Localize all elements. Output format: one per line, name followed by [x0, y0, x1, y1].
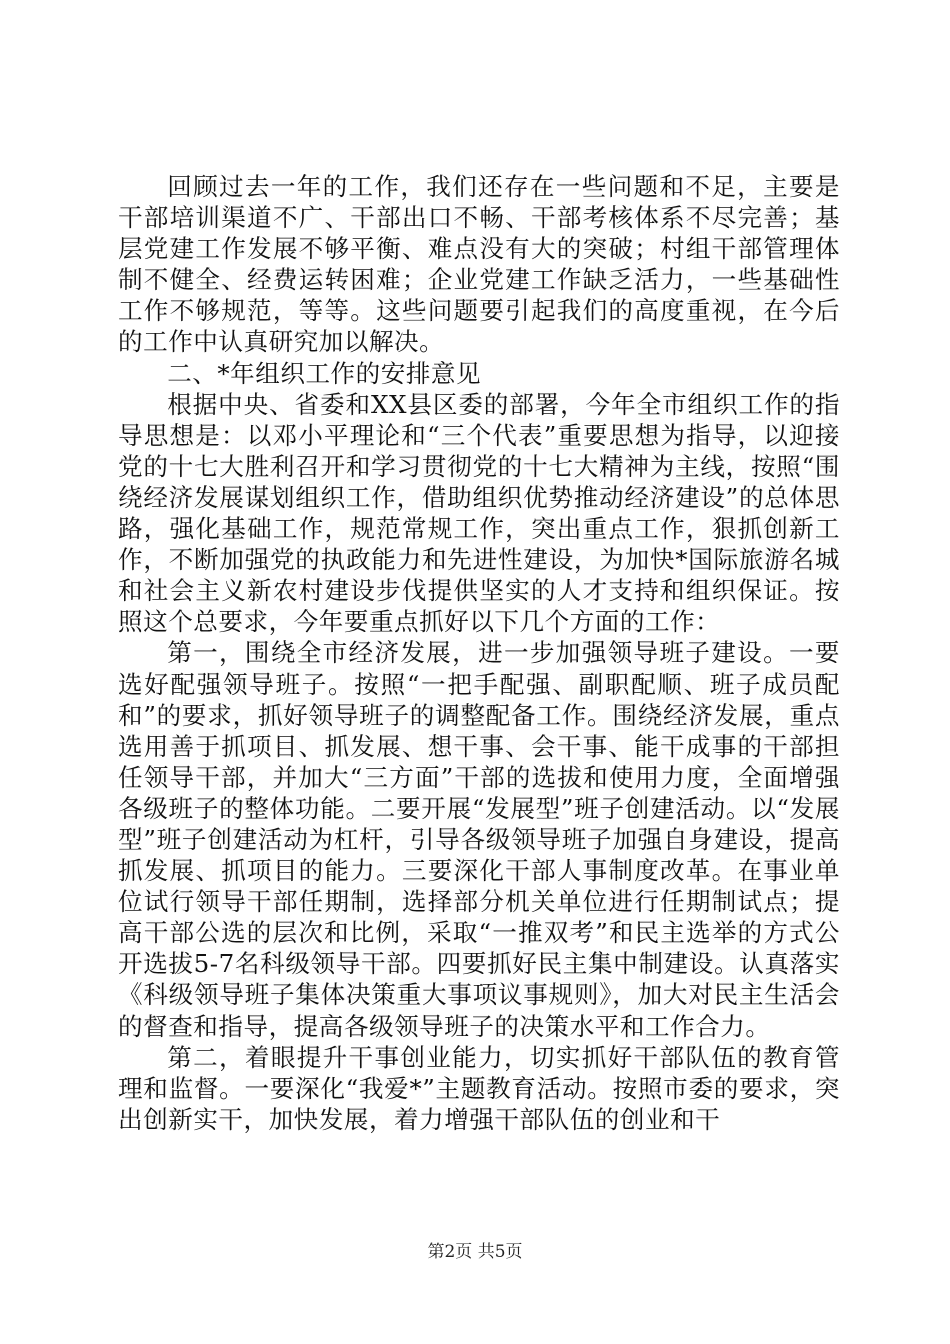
- paragraph-first-leadership: 第一，围绕全市经济发展，进一步加强领导班子建设。一要选好配强领导班子。按照“一把手配强、副职配顺、班子成员配和”的要求，抓好领导班子的调整配备工作。围绕经济发展，重点选用善于抓项目、抓发展、想干事、会干事、能干成事的干部担任领导干部，并加大“三方面”干部的选拔和使用力度，全面增强各级班子的整体功能。二要开展“发展型”班子创建活动。以“发展型”班子创建活动为杠杆，引导各级领导班子加强自身建设，提高抓发展、抓项目的能力。三要深化干部人事制度改革。在事业单位试行领导干部任期制，选择部分机关单位进行任期制试点；提高干部公选的层次和比例，采取“一推双考”和民主选举的方式公开选拔5-7名科级领导干部。四要抓好民主集中制建设。认真落实《科级领导班子集体决策重大事项议事规则》，加大对民主生活会的督查和指导，提高各级领导班子的决策水平和工作合力。: [118, 638, 840, 1041]
- page-footer: [0, 1241, 950, 1263]
- paragraph-review-problems: 回顾过去一年的工作，我们还存在一些问题和不足，主要是干部培训渠道不广、干部出口不畅、干部考核体系不尽完善；基层党建工作发展不够平衡、难点没有大的突破；村组干部管理体制不健全、经费运转困难；企业党建工作缺乏活力，一些基础性工作不够规范，等等。这些问题要引起我们的高度重视，在今后的工作中认真研究加以解决。: [118, 172, 840, 357]
- paragraph-guiding-ideology: 根据中央、省委和XX县区委的部署，今年全市组织工作的指导思想是：以邓小平理论和“三个代表”重要思想为指导，以迎接党的十七大胜利召开和学习贯彻党的十七大精神为主线，按照“围绕经济发展谋划组织工作，借助组织优势推动经济建设”的总体思路，强化基础工作，规范常规工作，突出重点工作，狠抓创新工作，不断加强党的执政能力和先进性建设，为加快*国际旅游名城和社会主义新农村建设步伐提供坚实的人才支持和组织保证。按照这个总要求，今年要重点抓好以下几个方面的工作：: [118, 389, 840, 637]
- page-number: 第2页: [427, 1242, 473, 1262]
- section-heading-arrangement: 二、*年组织工作的安排意见: [167, 358, 482, 388]
- paragraph-second-cadre-team: 第二，着眼提升干事创业能力，切实抓好干部队伍的教育管理和监督。一要深化“我爱*”主题教育活动。按照市委的要求，突出创新实干，加快发展，着力增强干部队伍的创业和干: [118, 1042, 840, 1134]
- page-total: 共5页: [477, 1242, 523, 1262]
- document-body: [118, 171, 840, 1135]
